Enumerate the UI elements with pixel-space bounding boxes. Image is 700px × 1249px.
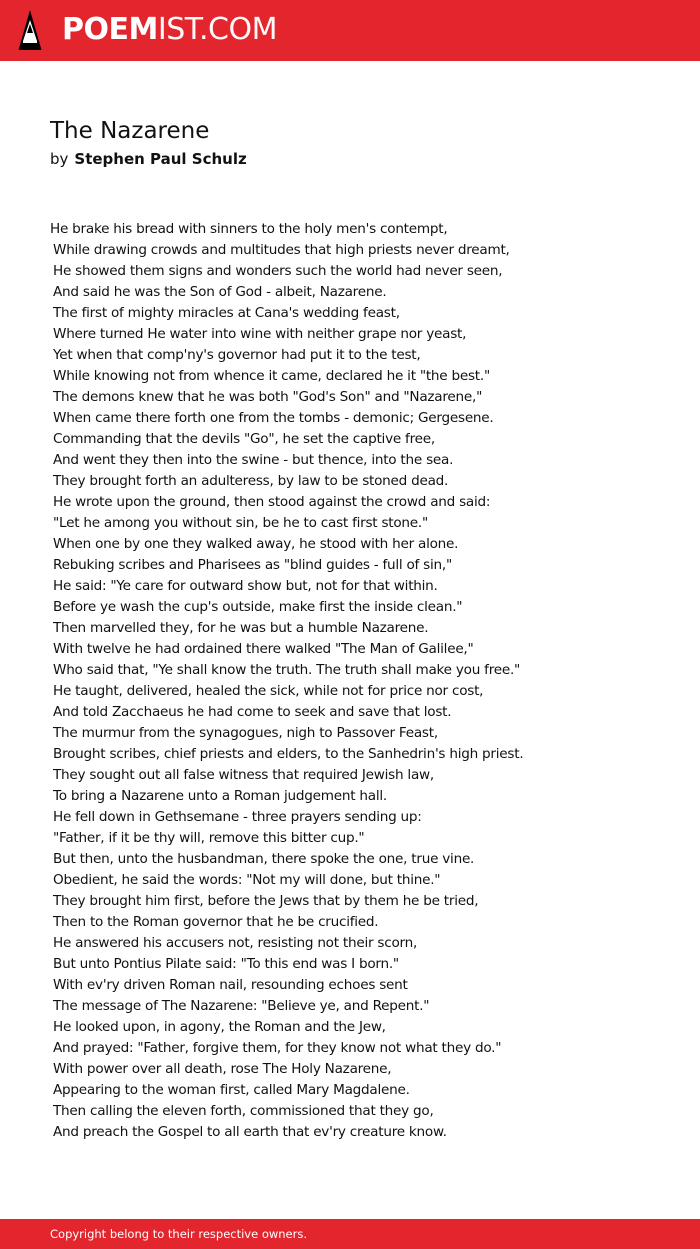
poem-line: Rebuking scribes and Pharisees as "blind guides - full of sin," bbox=[53, 557, 452, 573]
copyright-notice: Copyright belong to their respective owners. bbox=[50, 1227, 308, 1241]
poem-line: "Let he among you without sin, be he to cast first stone." bbox=[53, 515, 428, 531]
poem-line: Where turned He water into wine with neither grape nor yeast, bbox=[53, 326, 467, 342]
author-name: Stephen Paul Schulz bbox=[74, 150, 247, 168]
poem-line: And prayed: "Father, forgive them, for they know not what they do." bbox=[53, 1040, 502, 1056]
poem-line: To bring a Nazarene unto a Roman judgement hall. bbox=[53, 788, 387, 804]
poem-line: The message of The Nazarene: "Believe ye, and Repent." bbox=[53, 998, 430, 1014]
poem-line: While drawing crowds and multitudes that high priests never dreamt, bbox=[53, 242, 510, 258]
poem-line: He brake his bread with sinners to the holy men's contempt, bbox=[50, 221, 448, 237]
poem-line: And said he was the Son of God - albeit, Nazarene. bbox=[53, 284, 387, 300]
by-label: by bbox=[50, 150, 69, 168]
poem-line: Who said that, "Ye shall know the truth. The truth shall make you free." bbox=[53, 662, 521, 678]
poem-line: They sought out all false witness that required Jewish law, bbox=[53, 767, 434, 783]
poem-line: When one by one they walked away, he stood with her alone. bbox=[53, 536, 459, 552]
poem-body bbox=[50, 219, 690, 1143]
site-header bbox=[0, 0, 700, 61]
poem-line: "Father, if it be thy will, remove this bitter cup." bbox=[53, 830, 365, 846]
poem-line: With ev'ry driven Roman nail, resounding echoes sent bbox=[53, 977, 408, 993]
poem-line: With twelve he had ordained there walked "The Man of Galilee," bbox=[53, 641, 474, 657]
site-logo[interactable] bbox=[62, 12, 277, 48]
poem-line: He looked upon, in agony, the Roman and the Jew, bbox=[53, 1019, 386, 1035]
site-footer bbox=[0, 1219, 700, 1249]
poem-line: While knowing not from whence it came, declared he it "the best." bbox=[53, 368, 490, 384]
poem-line: Obedient, he said the words: "Not my will done, but thine." bbox=[53, 872, 441, 888]
poem-line: When came there forth one from the tombs - demonic; Gergesene. bbox=[53, 410, 494, 426]
poem-line: He showed them signs and wonders such the world had never seen, bbox=[53, 263, 503, 279]
poem-line: Commanding that the devils "Go", he set the captive free, bbox=[53, 431, 435, 447]
poem-line: He wrote upon the ground, then stood against the crowd and said: bbox=[53, 494, 491, 510]
poem-line: Then calling the eleven forth, commissioned that they go, bbox=[53, 1103, 434, 1119]
poem-line: Appearing to the woman first, called Mary Magdalene. bbox=[53, 1082, 410, 1098]
poem-line: The first of mighty miracles at Cana's wedding feast, bbox=[53, 305, 400, 321]
poem-line: He said: "Ye care for outward show but, not for that within. bbox=[53, 578, 438, 594]
poem-line: Then to the Roman governor that he be crucified. bbox=[53, 914, 379, 930]
poem-line: Before ye wash the cup's outside, make first the inside clean." bbox=[53, 599, 463, 615]
poem-line: Yet when that comp'ny's governor had put it to the test, bbox=[53, 347, 421, 363]
poem-title: The Nazarene bbox=[50, 118, 210, 144]
poem-line: They brought forth an adulteress, by law to be stoned dead. bbox=[53, 473, 449, 489]
poem-line: But then, unto the husbandman, there spoke the one, true vine. bbox=[53, 851, 475, 867]
poem-line: And told Zacchaeus he had come to seek and save that lost. bbox=[53, 704, 452, 720]
logo-text-rest: IST.COM bbox=[157, 12, 277, 47]
poem-line: He fell down in Gethsemane - three prayers sending up: bbox=[53, 809, 422, 825]
poem-line: The murmur from the synagogues, nigh to Passover Feast, bbox=[53, 725, 438, 741]
poem-line: They brought him first, before the Jews that by them he be tried, bbox=[53, 893, 479, 909]
poem-line: The demons knew that he was both "God's Son" and "Nazarene," bbox=[53, 389, 483, 405]
poem-byline bbox=[50, 149, 247, 169]
poem-line: He answered his accusers not, resisting not their scorn, bbox=[53, 935, 418, 951]
poem-line: He taught, delivered, healed the sick, while not for price nor cost, bbox=[53, 683, 484, 699]
poem-line: Brought scribes, chief priests and elders, to the Sanhedrin's high priest. bbox=[53, 746, 524, 762]
poem-line: With power over all death, rose The Holy Nazarene, bbox=[53, 1061, 392, 1077]
poem-line: But unto Pontius Pilate said: "To this end was I born." bbox=[53, 956, 399, 972]
pen-nib-icon[interactable] bbox=[18, 10, 42, 51]
poem-line: And preach the Gospel to all earth that ev'ry creature know. bbox=[53, 1124, 447, 1140]
poem-line: And went they then into the swine - but thence, into the sea. bbox=[53, 452, 454, 468]
logo-text-bold: POEM bbox=[62, 12, 158, 47]
poem-line: Then marvelled they, for he was but a humble Nazarene. bbox=[53, 620, 429, 636]
